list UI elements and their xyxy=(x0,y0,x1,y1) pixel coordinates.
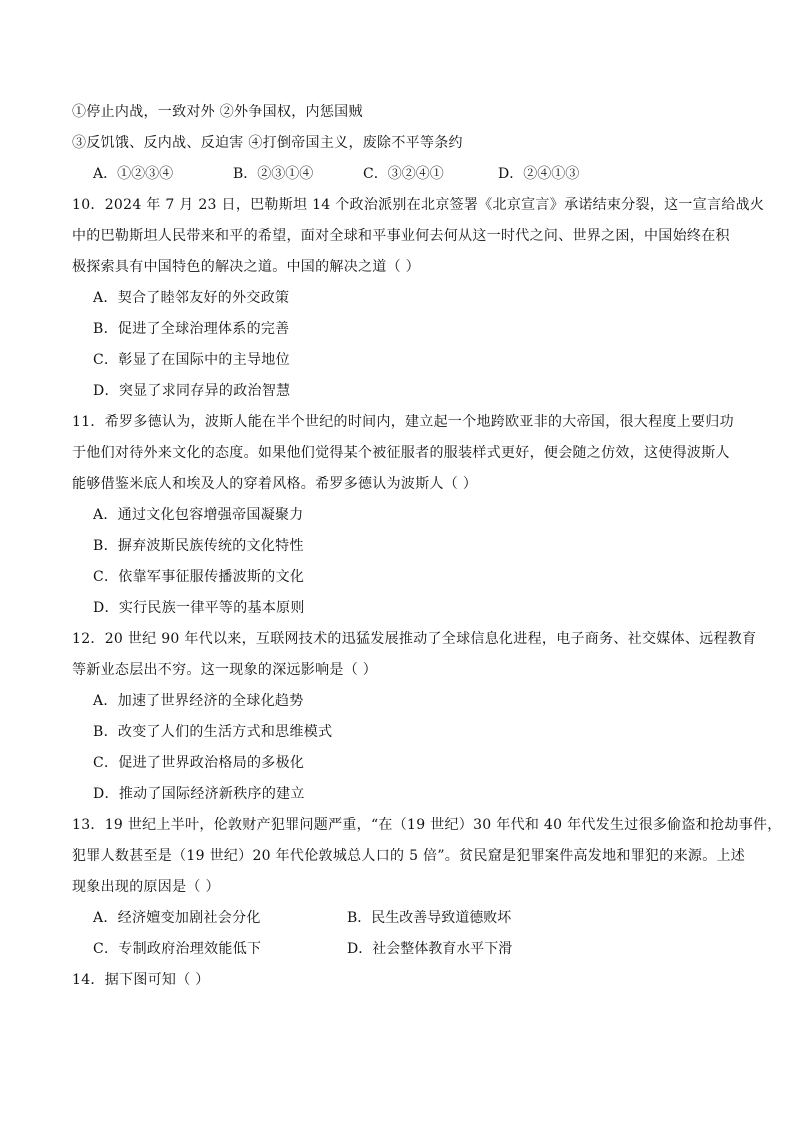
q9-options xyxy=(93,164,579,184)
q13-stem-line-2: 犯罪人数甚至是（19 世纪）20 年代伦敦城总人口的 5 倍”。贫民窟是犯罪案件高发地和罪犯的来源。上述 xyxy=(72,848,746,864)
q13-stem-line-3: 现象出现的原因是（ ） xyxy=(72,879,220,895)
q11-stem-line-2: 于他们对待外来文化的态度。如果他们觉得某个被征服者的服装样式更好，便会随之仿效，这使得波斯人 xyxy=(72,445,730,461)
q11-option-c[interactable]: C．依靠军事征服传播波斯的文化 xyxy=(93,569,305,585)
q13-option-c[interactable]: C．专制政府治理效能低下 xyxy=(93,941,262,957)
q9-option-a[interactable]: A．①②③④ xyxy=(93,166,174,182)
q10-option-d[interactable]: D．突显了求同存异的政治智慧 xyxy=(93,383,291,399)
q13-option-b[interactable]: B．民生改善导致道德败坏 xyxy=(347,910,512,926)
q10-option-b[interactable]: B．促进了全球治理体系的完善 xyxy=(93,321,290,337)
q9-option-c[interactable]: C．③②④① xyxy=(363,166,444,182)
q12-option-a[interactable]: A．加速了世界经济的全球化趋势 xyxy=(93,693,304,709)
q9-option-d[interactable]: D．②④①③ xyxy=(498,166,580,182)
q13-stem-line-1: 13．19 世纪上半叶，伦敦财产犯罪问题严重，“在（19 世纪）30 年代和 40 年代发生过很多偷盗和抢劫事件， xyxy=(72,817,782,833)
q10-stem-line-1: 10．2024 年 7 月 23 日，巴勒斯坦 14 个政治派别在北京签署《北京宣言》承诺结束分裂，这一宣言给战火 xyxy=(72,197,765,213)
q10-option-c[interactable]: C．彰显了在国际中的主导地位 xyxy=(93,352,290,368)
q12-option-b[interactable]: B．改变了人们的生活方式和思维模式 xyxy=(93,724,333,740)
q9-option-b[interactable]: B．②③①④ xyxy=(233,166,314,182)
q12-stem-line-1: 12．20 世纪 90 年代以来，互联网技术的迅猛发展推动了全球信息化进程，电子商务、社交媒体、远程教育 xyxy=(72,631,757,647)
q12-option-d[interactable]: D．推动了国际经济新秩序的建立 xyxy=(93,786,305,802)
q9-item-row-1: ①停止内战，一致对外 ②外争国权，内惩国贼 xyxy=(72,104,363,120)
q14-stem-line-1: 14．据下图可知（ ） xyxy=(72,972,210,988)
q12-stem-line-2: 等新业态层出不穷。这一现象的深远影响是（ ） xyxy=(72,662,378,678)
q11-option-b[interactable]: B．摒弃波斯民族传统的文化特性 xyxy=(93,538,304,554)
q12-option-c[interactable]: C．促进了世界政治格局的多极化 xyxy=(93,755,305,771)
q9-item-row-2: ③反饥饿、反内战、反迫害 ④打倒帝国主义，废除不平等条约 xyxy=(72,135,463,151)
q13-option-d[interactable]: D．社会整体教育水平下滑 xyxy=(347,941,513,957)
q11-option-a[interactable]: A．通过文化包容增强帝国凝聚力 xyxy=(93,507,304,523)
q10-stem-line-2: 中的巴勒斯坦人民带来和平的希望，面对全球和平事业何去何从这一时代之问、世界之困，中国始终在积 xyxy=(72,228,730,244)
q11-option-d[interactable]: D．实行民族一律平等的基本原则 xyxy=(93,600,305,616)
q11-stem-line-3: 能够借鉴米底人和埃及人的穿着风格。希罗多德认为波斯人（ ） xyxy=(72,476,478,492)
q10-option-a[interactable]: A．契合了睦邻友好的外交政策 xyxy=(93,290,290,306)
q10-stem-line-3: 极探索具有中国特色的解决之道。中国的解决之道（ ） xyxy=(72,259,420,275)
q13-option-a[interactable]: A．经济嬗变加剧社会分化 xyxy=(93,910,261,926)
q11-stem-line-1: 11．希罗多德认为，波斯人能在半个世纪的时间内，建立起一个地跨欧亚非的大帝国，很大程度上要归功 xyxy=(72,414,734,430)
